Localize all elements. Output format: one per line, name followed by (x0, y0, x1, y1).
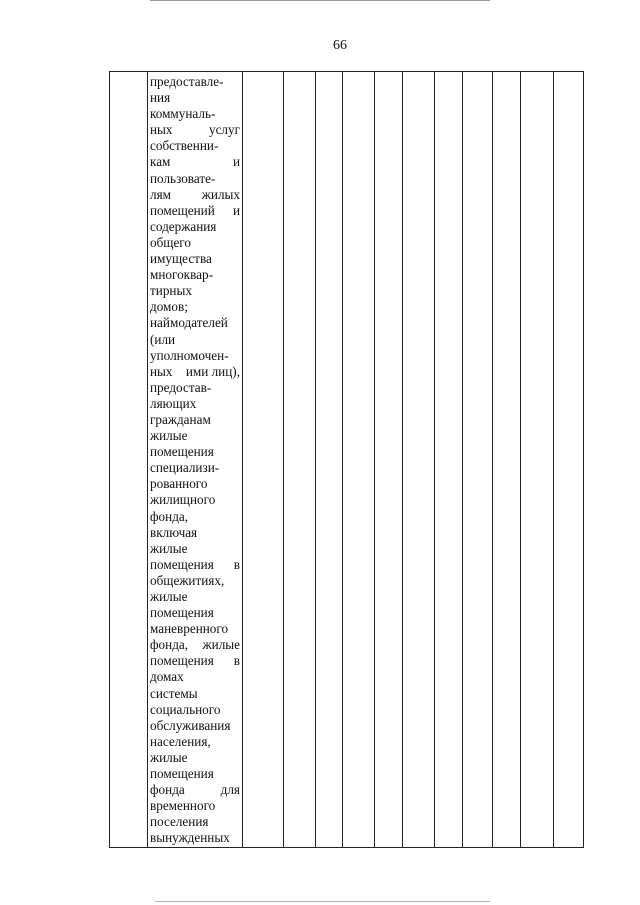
text-word: предоставле- (150, 74, 224, 89)
text-word: уполномочен- (150, 347, 229, 363)
table-cell (435, 72, 463, 848)
text-line (150, 653, 240, 669)
text-line (150, 702, 240, 718)
text-word: лям (150, 186, 171, 202)
text-word: имущества (150, 251, 212, 267)
text-line (150, 509, 240, 525)
text-line (150, 364, 240, 380)
text-line (150, 492, 240, 508)
text-line (150, 621, 240, 637)
table-cell (463, 72, 493, 848)
text-line (150, 718, 240, 734)
text-word: рованного (150, 476, 208, 492)
text-word: общежитиях, (150, 572, 225, 588)
text-word: помещений (150, 202, 215, 218)
scan-edge-top (150, 0, 490, 1)
table-cell (521, 72, 554, 848)
text-line (150, 428, 240, 444)
text-line (150, 589, 240, 605)
text-line (150, 267, 240, 283)
text-line (150, 573, 240, 589)
text-word: наймодателей (150, 315, 228, 331)
text-line (150, 348, 240, 364)
text-line (150, 412, 240, 428)
text-line (150, 138, 240, 154)
text-word: в (233, 556, 240, 572)
text-word: системы (150, 685, 198, 701)
text-line (150, 814, 240, 830)
text-line (150, 830, 240, 846)
text-line (150, 90, 240, 106)
table-cell (343, 72, 375, 848)
table-row (110, 72, 584, 848)
table-cell (375, 72, 403, 848)
text-line (150, 557, 240, 573)
text-line (150, 187, 240, 203)
text-word: жилых (201, 186, 240, 202)
table-cell (284, 72, 316, 848)
text-line (150, 106, 240, 122)
text-word: общего (150, 234, 191, 250)
text-word: и (232, 154, 240, 170)
text-word: жилые (150, 428, 188, 444)
text-line (150, 251, 240, 267)
text-line (150, 444, 240, 460)
scan-edge-bottom (155, 901, 490, 902)
text-line (150, 669, 240, 685)
text-word: содержания (150, 218, 217, 234)
text-word: помещения (150, 444, 214, 460)
text-word: ных (150, 122, 173, 138)
text-word: жилые (150, 540, 188, 556)
text-word: ляющих (150, 395, 197, 411)
text-word: в (233, 653, 240, 669)
text-word: пользовате- (150, 170, 216, 186)
table-cell-name (148, 72, 243, 848)
table-cell (316, 72, 343, 848)
text-word: услуг (208, 122, 240, 138)
text-line (150, 171, 240, 187)
text-word: для (220, 782, 240, 798)
text-line (150, 541, 240, 557)
text-word: обслуживания (150, 717, 231, 733)
text-line (150, 380, 240, 396)
text-word: ных (150, 363, 173, 379)
text-line (150, 332, 240, 348)
text-word: и (232, 202, 240, 218)
text-word: кам (150, 154, 171, 170)
table-cell (493, 72, 521, 848)
text-line (150, 476, 240, 492)
text-word: домах (150, 669, 184, 685)
text-word: предостав- (150, 379, 212, 395)
table-cell (403, 72, 435, 848)
text-line (150, 219, 240, 235)
text-line (150, 782, 240, 798)
text-word: маневренного (150, 621, 229, 637)
table-cell (243, 72, 284, 848)
table-cell-number (110, 72, 148, 848)
text-line (150, 283, 240, 299)
text-line (150, 235, 240, 251)
table-cell (554, 72, 584, 848)
text-word: тирных (150, 283, 192, 299)
text-word: социального (150, 701, 221, 717)
text-line (150, 122, 240, 138)
text-line (150, 299, 240, 315)
text-word: коммуналь- (150, 106, 216, 122)
text-word: населения, (150, 733, 211, 749)
text-line (150, 750, 240, 766)
text-word: помещения (150, 766, 214, 782)
text-line (150, 525, 240, 541)
text-line (150, 766, 240, 782)
text-word: поселения (150, 814, 209, 830)
text-word: жилые (202, 637, 240, 653)
text-word: помещения (150, 556, 214, 572)
text-word: гражданам (150, 411, 211, 427)
text-word: жилые (150, 589, 188, 604)
text-word: домов; (150, 299, 188, 315)
text-line (150, 798, 240, 814)
page-number: 66 (333, 38, 347, 53)
text-line (150, 460, 240, 476)
text-word: фонда, (150, 508, 189, 524)
continuation-table (109, 71, 584, 848)
text-word: помещения (150, 605, 214, 621)
text-line (150, 203, 240, 219)
text-word: фонда (150, 782, 185, 798)
text-word: собственни- (150, 138, 219, 154)
text-line (150, 315, 240, 331)
text-word: жилые (150, 749, 188, 765)
text-word: ими лиц), (185, 363, 240, 379)
text-line (150, 637, 240, 653)
text-word: ния (150, 90, 171, 106)
text-line (150, 74, 240, 90)
text-word: вынужденных (150, 830, 230, 846)
cell-text (150, 74, 240, 847)
text-word: временного (150, 798, 216, 814)
text-word: жилищного (150, 492, 216, 508)
text-word: специализи- (150, 460, 220, 476)
text-word: фонда, (150, 637, 189, 653)
text-line (150, 686, 240, 702)
text-line (150, 396, 240, 412)
text-word: помещения (150, 653, 214, 669)
text-line (150, 605, 240, 621)
text-word: включая (150, 524, 198, 540)
text-line (150, 734, 240, 750)
text-line (150, 154, 240, 170)
text-word: многоквар- (150, 267, 213, 283)
text-word: (или (150, 331, 176, 347)
